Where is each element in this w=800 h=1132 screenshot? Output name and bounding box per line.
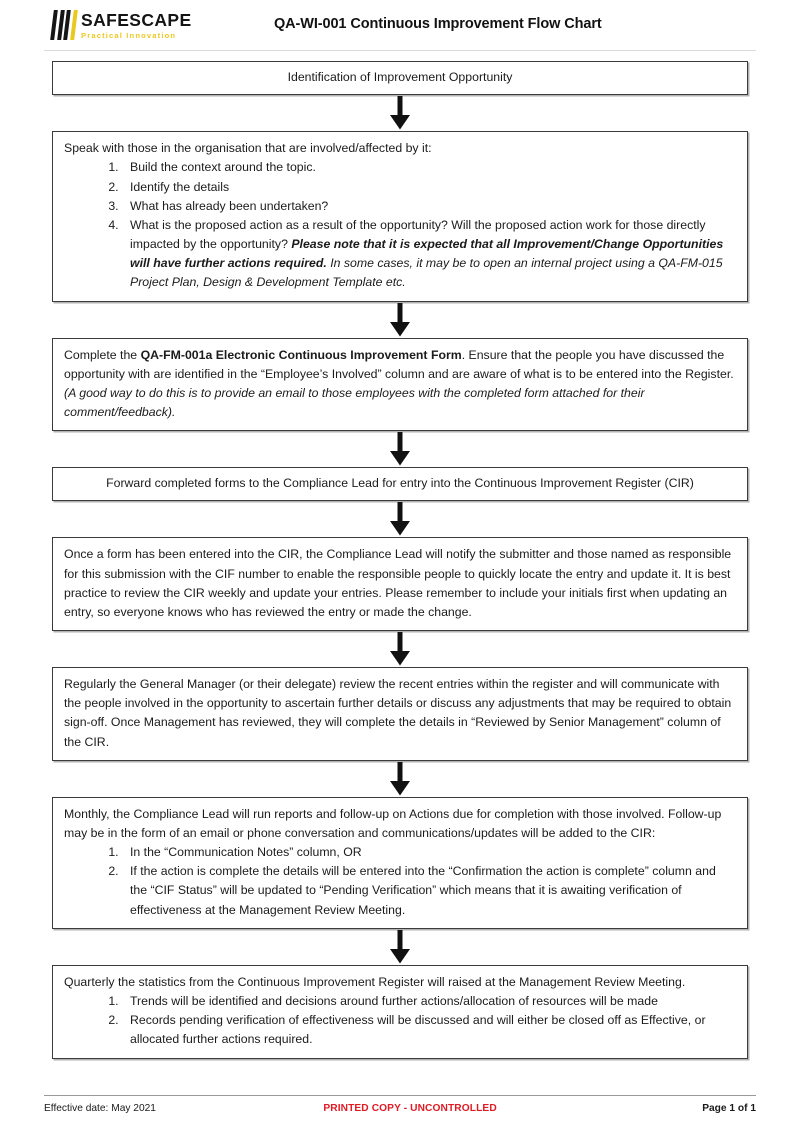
flow-box-text: Forward completed forms to the Compliance Lead for entry into the Continuous Improvement Register (CIR) — [106, 476, 694, 491]
flow-arrow-down-icon — [52, 302, 748, 338]
page-title: QA-WI-001 Continuous Improvement Flow Chart — [273, 16, 602, 32]
document-header — [44, 0, 756, 48]
flow-box-list — [64, 992, 736, 1050]
flow-arrow-down-icon — [52, 95, 748, 131]
flow-box-text: Regularly the General Manager (or their delegate) review the recent entries within the register and will communicate with the people involved in the opportunity to ascertain further details or discuss any adjustments that may be required to obtain sign-off. Once Management has reviewed, they will complete the details in “Reviewed by Senior Management” column of the CIR. — [64, 677, 732, 749]
flow-box-text — [64, 346, 736, 423]
flow-box-cir-notification — [52, 537, 748, 631]
flow-box-identification — [52, 61, 748, 95]
form-reference: QA-FM-001a Electronic Continuous Improvement Form — [140, 347, 462, 362]
flow-box-monthly-followup — [52, 797, 748, 929]
document-footer — [44, 1095, 756, 1114]
footer-divider — [44, 1095, 756, 1096]
effective-date: Effective date: May 2021 — [44, 1103, 156, 1114]
flow-box-complete-form — [52, 338, 748, 432]
list-item-part1: What is the proposed action as a result of the opportunity? Will the proposed action work for those directly impacted by the opportunity? — [130, 217, 706, 252]
flow-box-intro: Quarterly the statistics from the Continuous Improvement Register will raised at the Management Review Meeting. — [64, 974, 686, 989]
flow-box-intro: Monthly, the Compliance Lead will run reports and follow-up on Actions due for completion with those involved. Follow-up may be in the form of an email or phone conversation and communications/updates will be added to the CIR: — [64, 806, 722, 840]
list-item — [122, 216, 736, 293]
list-item: 2. Identify the details — [122, 178, 736, 197]
flow-arrow-down-icon — [52, 431, 748, 467]
flow-chart — [52, 61, 748, 1059]
flow-box-forward-forms — [52, 467, 748, 501]
flow-box-list — [64, 843, 736, 920]
list-item-part2: In some cases, it may be to open an internal project using a QA-FM-015 Project Plan, Design & Development Template etc. — [130, 256, 723, 290]
flow-box-speak-with-organisation — [52, 131, 748, 301]
flow-arrow-down-icon — [52, 501, 748, 537]
list-item: 2. If the action is complete the details will be entered into the “Confirmation the action is complete” column and the “CIF Status” will be updated to “Pending Verification” which means that it is awaiting verification of effectiveness at the Management Review Meeting. — [122, 862, 736, 920]
logo-name: SAFESCAPE — [81, 10, 192, 30]
flow-box-general-manager-review — [52, 667, 748, 761]
logo-tagline: Practical Innovation — [81, 30, 177, 40]
logo-text — [81, 10, 192, 39]
list-item: 1. Build the context around the topic. — [122, 158, 736, 177]
header-divider — [44, 50, 756, 51]
text-part1: Complete the — [64, 347, 141, 362]
uncontrolled-copy-watermark: PRINTED COPY - UNCONTROLLED — [323, 1103, 497, 1114]
flow-box-list — [64, 158, 736, 292]
flow-box-intro: Speak with those in the organisation that are involved/affected by it: — [64, 141, 432, 156]
flow-arrow-down-icon — [52, 761, 748, 797]
list-item-emphasis: Please note that it is expected that all Improvement/Change Opportunities will have further actions required. — [130, 237, 724, 271]
list-item: 3. What has already been undertaken? — [122, 197, 736, 216]
flow-box-text: Once a form has been entered into the CIR, the Compliance Lead will notify the submitter and those named as responsible for this submission with the CIF number to enable the responsible people to quickly locate the entry and update it. It is best practice to review the CIR weekly and update your entries. Please remember to include your initials first when updating an entry, so everyone knows who has reviewed the entry or made the change. — [64, 547, 732, 619]
flow-arrow-down-icon — [52, 929, 748, 965]
list-item: 1. In the “Communication Notes” column, OR — [122, 843, 736, 862]
list-item: 2. Records pending verification of effectiveness will be discussed and will either be closed off as Effective, or allocated further actions required. — [122, 1011, 736, 1049]
list-item: 1. Trends will be identified and decisions around further actions/allocation of resources will be made — [122, 992, 736, 1011]
logo-bars-icon — [50, 10, 80, 40]
flow-arrow-down-icon — [52, 631, 748, 667]
page-number: Page 1 of 1 — [702, 1103, 756, 1114]
flow-box-quarterly-statistics — [52, 965, 748, 1059]
flow-box-text: Identification of Improvement Opportunity — [287, 70, 513, 84]
logo-bar-accent — [70, 10, 78, 40]
safescape-logo — [52, 10, 192, 40]
text-note: (A good way to do this is to provide an email to those employees with the completed form attached for their comment/feedback). — [64, 385, 645, 420]
text-part2: . Ensure that the people you have discussed the opportunity with are identified in the “Employee’s Involved” column and are aware of what is to be entered into the Register. — [64, 347, 734, 381]
